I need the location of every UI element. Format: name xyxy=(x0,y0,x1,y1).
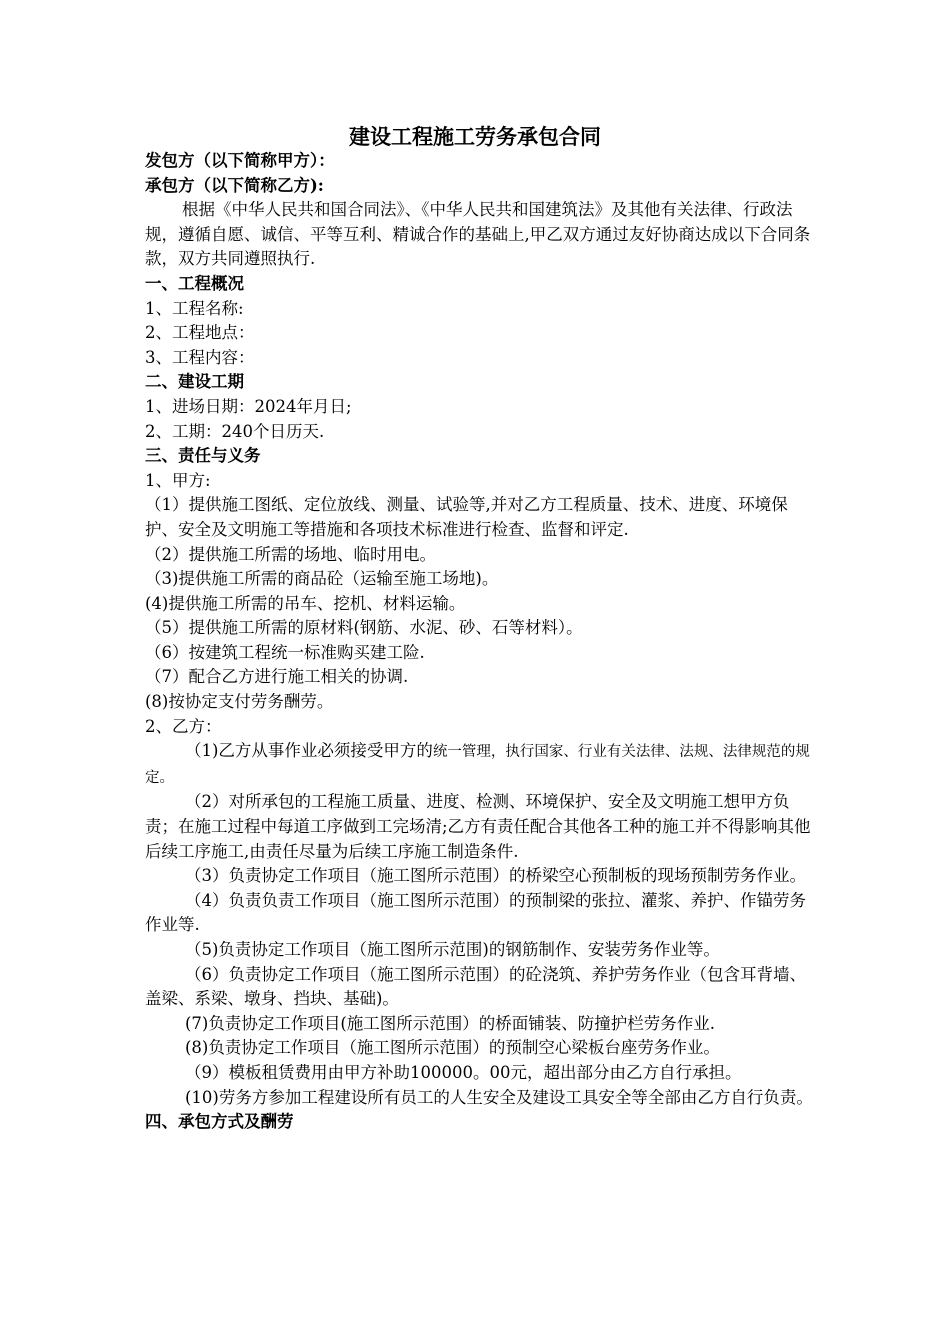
section-heading: 一、工程概况 xyxy=(145,273,244,293)
section-heading: 二、建设工期 xyxy=(145,372,244,392)
list-item-text: （1)乙方从事作业必须接受甲方的 xyxy=(185,741,433,761)
list-item: 1、工程名称: xyxy=(145,298,244,318)
list-item: （7）配合乙方进行施工相关的协调. xyxy=(145,667,409,687)
list-item: （4）负责负责工作项目（施工图所示范围）的预制梁的张拉、灌浆、养护、作锚劳务作业等. xyxy=(145,890,806,935)
list-item: (8)负责协定工作项目（施工图所示范围）的预制空心梁板台座劳务作业。 xyxy=(185,1038,720,1058)
list-item: （6）按建筑工程统一标准购买建工险. xyxy=(145,642,425,662)
preamble-paragraph: 根据《中华人民共和国合同法》、《中华人民共和国建筑法》及其他有关法律、行政法规，遵循自愿、诚信、平等互利、精诚合作的基础上,甲乙双方通过友好协商达成以下合同条款，双方共同遵照执行. xyxy=(145,200,811,269)
party-a-duties-label: 1、甲方: xyxy=(145,470,211,490)
list-item: （5)负责协定工作项目（施工图所示范围)的钢筋制作、安装劳务作业等。 xyxy=(185,940,720,959)
list-item: （3）负责协定工作项目（施工图所示范围）的桥梁空心预制板的现场预制劳务作业。 xyxy=(185,866,806,886)
list-item: （1）提供施工图纸、定位放线、测量、试验等,并对乙方工程质量、技术、进度、环境保护、安全及文明施工等措施和各项技术标准进行检查、监督和评定. xyxy=(145,495,788,539)
list-item-small-text: 统一管理，执行国家、行业有关法律、法规、法律规范的规定。 xyxy=(145,744,810,786)
list-item: 2、工期：240个日历天. xyxy=(145,421,325,441)
list-item: (10)劳务方参加工程建设所有员工的人生安全及建设工具安全等全部由乙方自行负责。 xyxy=(185,1087,813,1107)
list-item xyxy=(145,739,820,790)
list-item: （6）负责协定工作项目（施工图所示范围）的砼浇筑、养护劳务作业（包含耳背墙、盖梁、系梁、墩身、挡块、基础)。 xyxy=(145,964,806,1009)
list-item: （9）模板租赁费用由甲方补助100000。00元，超出部分由乙方自行承担。 xyxy=(185,1062,742,1082)
list-item: (7)负责协定工作项目(施工图所示范围）的桥面铺装、防撞护栏劳务作业. xyxy=(185,1013,716,1033)
document-title: 建设工程施工劳务承包合同 xyxy=(349,124,601,149)
section-heading: 四、承包方式及酬劳 xyxy=(145,1112,294,1132)
list-item: 2、工程地点： xyxy=(145,323,255,343)
list-item: 1、进场日期：2024年月日; xyxy=(145,396,352,416)
party-b-duties-label: 2、乙方： xyxy=(145,716,222,736)
list-item: （2）提供施工所需的场地、临时用电。 xyxy=(145,544,436,564)
document-body xyxy=(145,149,820,1135)
party-a-line: 发包方（以下简称甲方）： xyxy=(145,151,335,170)
list-item: (8)按协定支付劳务酬劳。 xyxy=(145,692,334,712)
list-item: （3)提供施工所需的商品砼（运输至施工场地)。 xyxy=(145,569,499,589)
list-item: （2）对所承包的工程施工质量、进度、检测、环境保护、安全及文明施工想甲方负责；在施工过程中每道工序做到工完场清;乙方有责任配合其他各工种的施工并不得影响其他后续工序施工,由责任尽量为后续工序施工制造条件. xyxy=(145,792,811,861)
list-item: (4)提供施工所需的吊车、挖机、材料运输。 xyxy=(145,593,466,613)
list-item: （5）提供施工所需的原材料(钢筋、水泥、砂、石等材料）。 xyxy=(145,618,583,638)
party-b-line: 承包方（以下简称乙方): xyxy=(145,175,324,195)
section-heading: 三、责任与义务 xyxy=(145,446,261,466)
list-item: 3、工程内容： xyxy=(145,347,255,367)
